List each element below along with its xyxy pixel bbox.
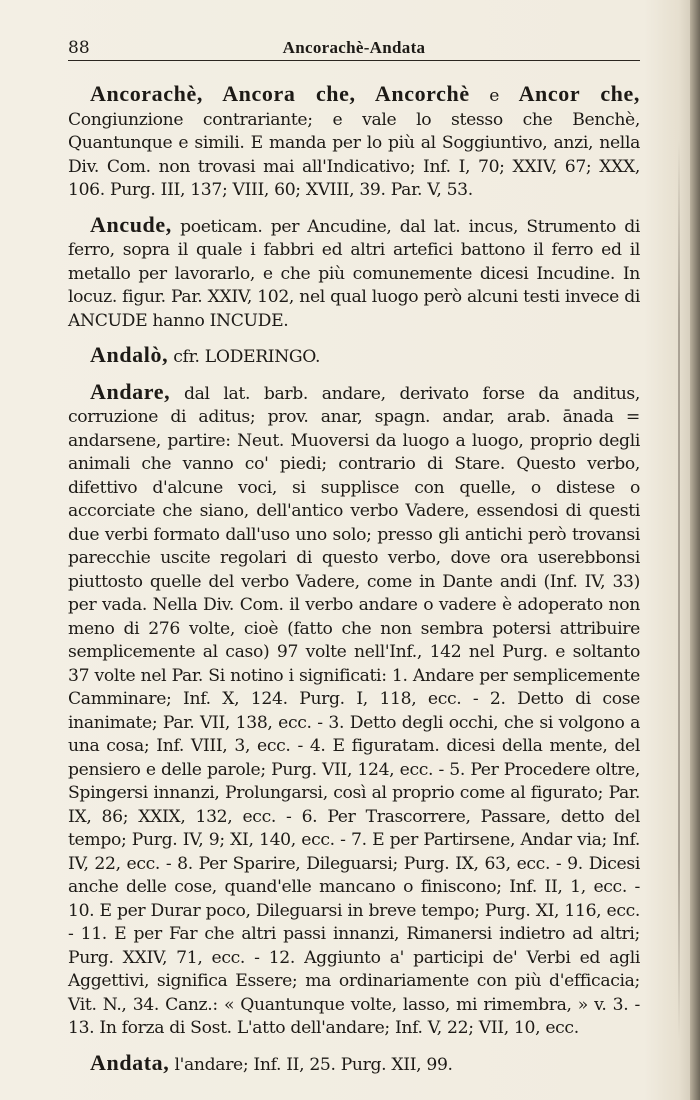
entry-body: poeticam. per Ancudine, dal lat. incus, Strumento di ferro, sopra il quale i fabbri ed altri artefici battono il ferro ed il metallo per lavorarlo, e che più comunemente dicesi Incudine. In locuz. figur. Par. XXIV, 102, nel qual luogo però alcuni testi invece di ANCUDE hanno INCUDE.: [68, 216, 640, 331]
entry-ancorache: [68, 82, 640, 203]
headword: Ancorachè, Ancora che, Ancorchè: [90, 81, 470, 106]
dictionary-content: [68, 82, 640, 1087]
entry-body: dal lat. barb. andare, derivato forse da anditus, corruzione di aditus; prov. anar, spagn. andar, arab. ānada = andarsene, partire: Neut. Muoversi da luogo a luogo, proprio degli animali che vanno co' piedi; contrario di Stare. Questo verbo, difettivo d'alcune voci, si supplisce con quelle, o distese o accorciate che siano, dell'antico verbo Vadere, essendosi di questi due verbi formato dall'uso uno solo; presso gli antichi però trovansi parecchie uscite regolari di questo verbo, dove ora userebbonsi piuttosto quelle del verbo Vadere, come in Dante andi (Inf. IV, 33) per vada. Nella Div. Com. il verbo andare o vadere è adoperato non meno di 276 volte, cioè (fatto che non sembra potersi attribuire semplicemente al caso) 97 volte nell'Inf., 142 nel Purg. e soltanto 37 volte nel Par. Si notino i significati: 1. Andare per semplicemente Camminare; Inf. X, 124. Purg. I, 118, ecc. - 2. Detto di cose inanimate; Par. VII, 138, ecc. - 3. Detto degli occhi, che si volgono a una cosa; Inf. VIII, 3, ecc. - 4. E figuratam. dicesi della mente, del pensiero e delle parole; Purg. VII, 124, ecc. - 5. Per Procedere oltre, Spingersi innanzi, Prolungarsi, così al proprio come al figurato; Par. IX, 86; XXIX, 132, ecc. - 6. Per Trascorrere, Passare, detto del tempo; Purg. IV, 9; XI, 140, ecc. - 7. E per Partirsene, Andar via; Inf. IV, 22, ecc. - 8. Per Sparire, Dileguarsi; Purg. IX, 63, ecc. - 9. Dicesi anche delle cose, quand'elle mancano o finiscono; Inf. II, 1, ecc. - 10. E per Durar poco, Dileguarsi in breve tempo; Purg. XI, 116, ecc. - 11. E per Far che altri passi innanzi, Rimanersi indietro ad altri; Purg. XXIV, 71, ecc. - 12. Aggiunto a' participi de' Verbi ed agli Aggettivi, significa Essere; ma ordinariamente con più d'efficacia; Vit. N., 34. Canz.: « Quantunque volte, lasso, mi rimembra, » v. 3. - 13. In forza di Sost. L'atto dell'andare; Inf. V, 22; VII, 10, ecc.: [68, 383, 640, 1038]
entry-andata: [68, 1051, 640, 1078]
page-number: 88: [68, 38, 90, 58]
headword: Andalò,: [90, 342, 169, 367]
entry-andalo: [68, 343, 640, 370]
page-edge-shadow: [690, 0, 700, 1100]
headword: Andare,: [90, 378, 171, 404]
margin-shadow: [678, 140, 680, 1040]
entry-body: cfr. LODERINGO.: [168, 347, 321, 367]
running-head: Ancorachè-Andata: [282, 38, 426, 57]
entry-body: l'andare; Inf. II, 25. Purg. XII, 99.: [169, 1054, 453, 1075]
headword: Ancude,: [90, 211, 172, 237]
headword: Andata,: [90, 1049, 170, 1075]
entry-ancude: [68, 213, 640, 334]
headword-connector: e: [469, 86, 519, 106]
headword-variant: Ancor che,: [518, 81, 640, 106]
entry-andare: [68, 380, 640, 1041]
page-header: [68, 38, 640, 61]
entry-body: Congiunzione contrariante; e vale lo stesso che Benchè, Quantunque e simili. E manda per lo più al Soggiuntivo, anzi, nella Div. Com. non trovasi mai all'Indicativo; Inf. I, 70; XXIV, 67; XXX, 106. Purg. III, 137; VIII, 60; XVIII, 39. Par. V, 53.: [68, 109, 640, 200]
